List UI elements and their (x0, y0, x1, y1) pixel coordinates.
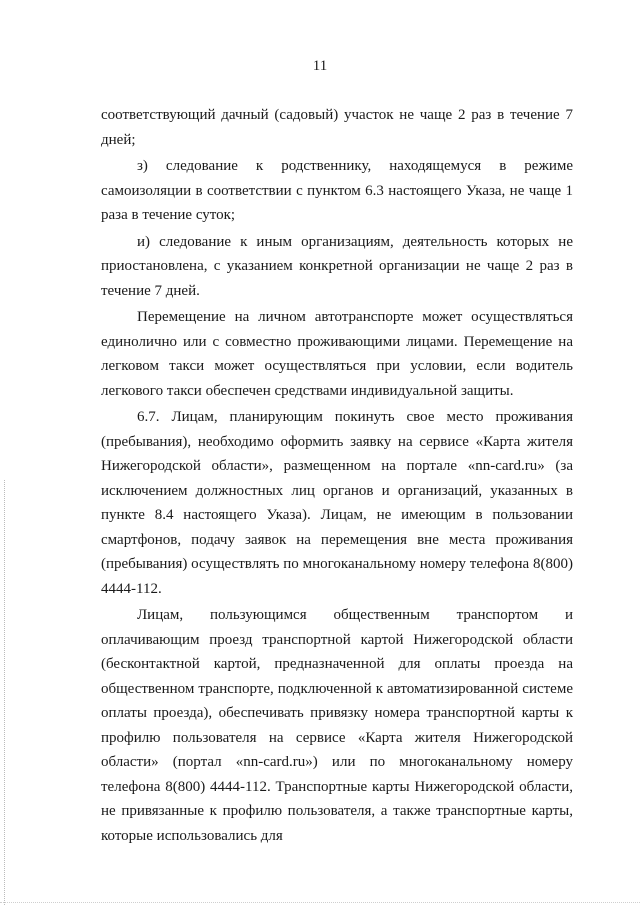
paragraph-item-z: з) следование к родственнику, находящемуся в режиме самоизоляции в соответствии с пунктом 6.3 настоящего Указа, не чаще 1 раза в течение суток; (101, 158, 573, 223)
paragraph-6-7: 6.7. Лицам, планирующим покинуть свое место проживания (пребывания), необходимо оформить заявку на сервисе «Карта жителя Нижегородской области», размещенном на портале «nn-card.ru» (за исключением должностных лиц органов и организаций, указанных в пункте 8.4 настоящего Указа). Лицам, не имеющим в пользовании смартфонов, подачу заявок на перемещения вне места проживания (пребывания) осуществлять по многоканальному номеру телефона 8(800) 4444-112. (101, 409, 573, 597)
paragraph-transport-card: Лицам, пользующимся общественным транспортом и оплачивающим проезд транспортной картой Нижегородской области (бесконтактной картой, предназначенной для оплаты проезда на общественном транспорте, подключенной к автоматизированной системе оплаты проезда), обеспечивать привязку номера транспортной карты к профилю пользователя на сервисе «Карта жителя Нижегородской области» (портал «nn-card.ru») или по многоканальному номеру телефона 8(800) 4444-112. Транспортные карты Нижегородской области, не привязанные к профилю пользователя, а также транспортные карты, которые использовались для (101, 607, 573, 844)
document-body (101, 103, 573, 848)
scan-left-edge (4, 480, 6, 905)
paragraph-continuation: соответствующий дачный (садовый) участок не чаще 2 раз в течение 7 дней; (101, 107, 573, 148)
paragraph-item-i: и) следование к иным организациям, деятельность которых не приостановлена, с указанием конкретной организации не чаще 2 раз в течение 7 дней. (101, 233, 573, 299)
page-number: 11 (312, 58, 328, 74)
scan-bottom-edge (0, 902, 640, 904)
paragraph-personal-vehicle: Перемещение на личном автотранспорте может осуществляться единолично или с совместно проживающими лицами. Перемещение на легковом такси может осуществляться при условии, если водитель легкового такси обеспечен средствами индивидуальной защиты. (101, 309, 573, 399)
